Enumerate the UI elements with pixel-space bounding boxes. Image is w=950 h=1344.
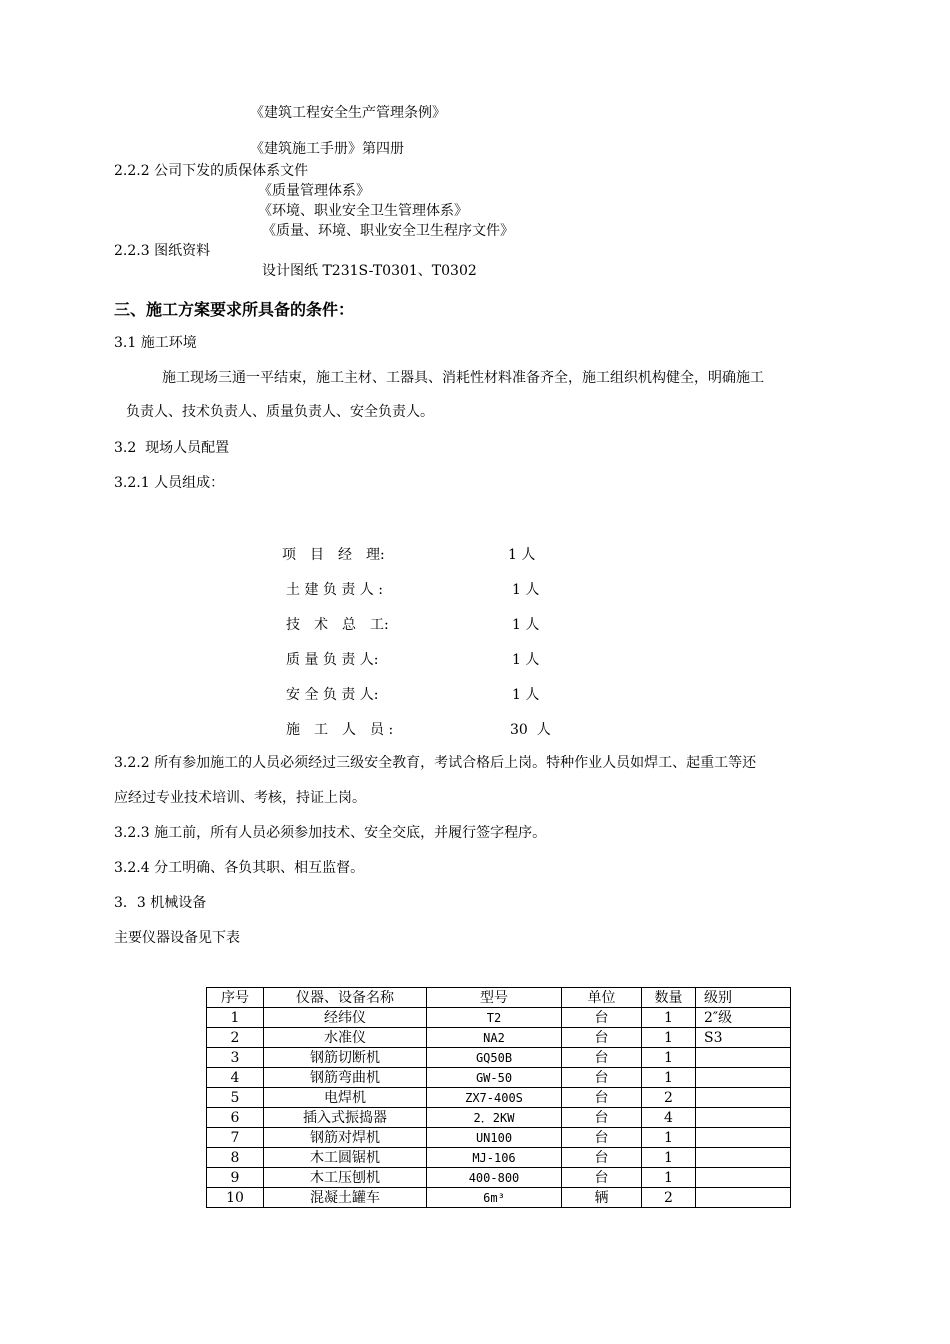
environment-line-1: 施工现场三通一平结束，施工主材、工器具、消耗性材料准备齐全，施工组织机构健全，明确施工 <box>162 370 764 386</box>
cell-unit: 台 <box>562 1008 642 1028</box>
cell-model: GW-50 <box>427 1068 562 1088</box>
reference-standard-1: 《建筑工程安全生产管理条例》 <box>250 105 446 121</box>
cell-serial: 9 <box>207 1168 264 1188</box>
cell-name: 电焊机 <box>264 1088 427 1108</box>
note-3-2-2-line-2: 应经过专业技术培训、考核，持证上岗。 <box>114 790 366 806</box>
table-row <box>207 1068 791 1088</box>
reference-doc-3: 《质量、环境、职业安全卫生程序文件》 <box>262 223 514 239</box>
cell-model: UN100 <box>427 1128 562 1148</box>
cell-unit: 台 <box>562 1108 642 1128</box>
cell-grade <box>696 1088 791 1108</box>
staff-count: 1 人 <box>512 652 540 668</box>
section-3-3-heading: 3．3 机械设备 <box>114 895 207 911</box>
reference-doc-1: 《质量管理体系》 <box>258 183 370 199</box>
reference-standard-2: 《建筑施工手册》第四册 <box>250 141 404 157</box>
cell-name: 钢筋切断机 <box>264 1048 427 1068</box>
cell-quantity: 1 <box>642 1148 696 1168</box>
cell-grade <box>696 1128 791 1148</box>
cell-grade: 2″级 <box>696 1008 791 1028</box>
cell-model: NA2 <box>427 1028 562 1048</box>
cell-unit: 台 <box>562 1128 642 1148</box>
cell-serial: 1 <box>207 1008 264 1028</box>
staff-count: 1 人 <box>512 582 540 598</box>
cell-unit: 台 <box>562 1048 642 1068</box>
cell-quantity: 2 <box>642 1188 696 1208</box>
header-grade: 级别 <box>696 988 791 1008</box>
table-row <box>207 1008 791 1028</box>
cell-grade <box>696 1108 791 1128</box>
cell-unit: 台 <box>562 1088 642 1108</box>
cell-unit: 台 <box>562 1168 642 1188</box>
table-row <box>207 1048 791 1068</box>
cell-model: 400-800 <box>427 1168 562 1188</box>
cell-model: 6m³ <box>427 1188 562 1208</box>
cell-unit: 台 <box>562 1028 642 1048</box>
staff-role: 质 量 负 责 人: <box>286 652 379 668</box>
table-row <box>207 1148 791 1168</box>
section-2-2-3-heading: 2.2.3 图纸资料 <box>114 243 211 259</box>
section-3-1-heading: 3.1 施工环境 <box>114 335 197 351</box>
cell-name: 水准仪 <box>264 1028 427 1048</box>
table-header-row <box>207 988 791 1008</box>
cell-grade <box>696 1068 791 1088</box>
cell-quantity: 1 <box>642 1128 696 1148</box>
cell-serial: 3 <box>207 1048 264 1068</box>
table-row <box>207 1108 791 1128</box>
staff-count: 1 人 <box>512 687 540 703</box>
section-3-2-1-heading: 3.2.1 人员组成： <box>114 475 225 491</box>
cell-serial: 7 <box>207 1128 264 1148</box>
section-3-2-heading: 3.2 现场人员配置 <box>114 440 230 456</box>
cell-grade <box>696 1048 791 1068</box>
cell-quantity: 4 <box>642 1108 696 1128</box>
staff-role: 技 术 总 工: <box>286 617 389 633</box>
cell-serial: 8 <box>207 1148 264 1168</box>
cell-quantity: 1 <box>642 1008 696 1028</box>
staff-count: 30 人 <box>510 722 551 738</box>
cell-unit: 台 <box>562 1148 642 1168</box>
note-3-2-3: 3.2.3 施工前，所有人员必须参加技术、安全交底，并履行签字程序。 <box>114 825 547 841</box>
section-3-title: 三、施工方案要求所具备的条件： <box>114 300 355 319</box>
header-unit: 单位 <box>562 988 642 1008</box>
cell-quantity: 1 <box>642 1068 696 1088</box>
drawing-numbers: 设计图纸 T231S-T0301、T0302 <box>262 263 477 279</box>
cell-quantity: 1 <box>642 1168 696 1188</box>
cell-unit: 辆 <box>562 1188 642 1208</box>
table-row <box>207 1128 791 1148</box>
cell-grade <box>696 1168 791 1188</box>
cell-quantity: 1 <box>642 1028 696 1048</box>
header-model: 型号 <box>427 988 562 1008</box>
table-intro: 主要仪器设备见下表 <box>114 930 240 946</box>
cell-grade: S3 <box>696 1028 791 1048</box>
cell-quantity: 1 <box>642 1048 696 1068</box>
header-name: 仪器、设备名称 <box>264 988 427 1008</box>
cell-model: GQ50B <box>427 1048 562 1068</box>
staff-role: 土 建 负 责 人 : <box>286 582 383 598</box>
cell-name: 经纬仪 <box>264 1008 427 1028</box>
table-row <box>207 1188 791 1208</box>
cell-unit: 台 <box>562 1068 642 1088</box>
cell-model: 2．2KW <box>427 1108 562 1128</box>
cell-model: T2 <box>427 1008 562 1028</box>
staff-role: 施 工 人 员 : <box>286 722 394 738</box>
header-serial: 序号 <box>207 988 264 1008</box>
staff-count: 1 人 <box>512 617 540 633</box>
cell-grade <box>696 1188 791 1208</box>
cell-name: 混凝土罐车 <box>264 1188 427 1208</box>
cell-name: 木工压刨机 <box>264 1168 427 1188</box>
cell-serial: 2 <box>207 1028 264 1048</box>
staff-role: 安 全 负 责 人: <box>286 687 379 703</box>
cell-serial: 4 <box>207 1068 264 1088</box>
cell-name: 钢筋弯曲机 <box>264 1068 427 1088</box>
cell-grade <box>696 1148 791 1168</box>
cell-serial: 10 <box>207 1188 264 1208</box>
cell-serial: 6 <box>207 1108 264 1128</box>
environment-line-2: 负责人、技术负责人、质量负责人、安全负责人。 <box>126 404 434 420</box>
table-row <box>207 1088 791 1108</box>
cell-model: ZX7-400S <box>427 1088 562 1108</box>
cell-quantity: 2 <box>642 1088 696 1108</box>
cell-name: 木工圆锯机 <box>264 1148 427 1168</box>
note-3-2-2-line-1: 3.2.2 所有参加施工的人员必须经过三级安全教育，考试合格后上岗。特种作业人员如焊工、起重工等还 <box>114 755 757 771</box>
header-quantity: 数量 <box>642 988 696 1008</box>
cell-name: 钢筋对焊机 <box>264 1128 427 1148</box>
staff-role: 项 目 经 理: <box>282 547 385 563</box>
staff-count: 1 人 <box>508 547 536 563</box>
cell-name: 插入式振捣器 <box>264 1108 427 1128</box>
table-row <box>207 1168 791 1188</box>
cell-serial: 5 <box>207 1088 264 1108</box>
cell-model: MJ-106 <box>427 1148 562 1168</box>
reference-doc-2: 《环境、职业安全卫生管理体系》 <box>258 203 468 219</box>
equipment-table <box>206 987 791 1208</box>
table-row <box>207 1028 791 1048</box>
section-2-2-2-heading: 2.2.2 公司下发的质保体系文件 <box>114 163 309 179</box>
note-3-2-4: 3.2.4 分工明确、各负其职、相互监督。 <box>114 860 365 876</box>
